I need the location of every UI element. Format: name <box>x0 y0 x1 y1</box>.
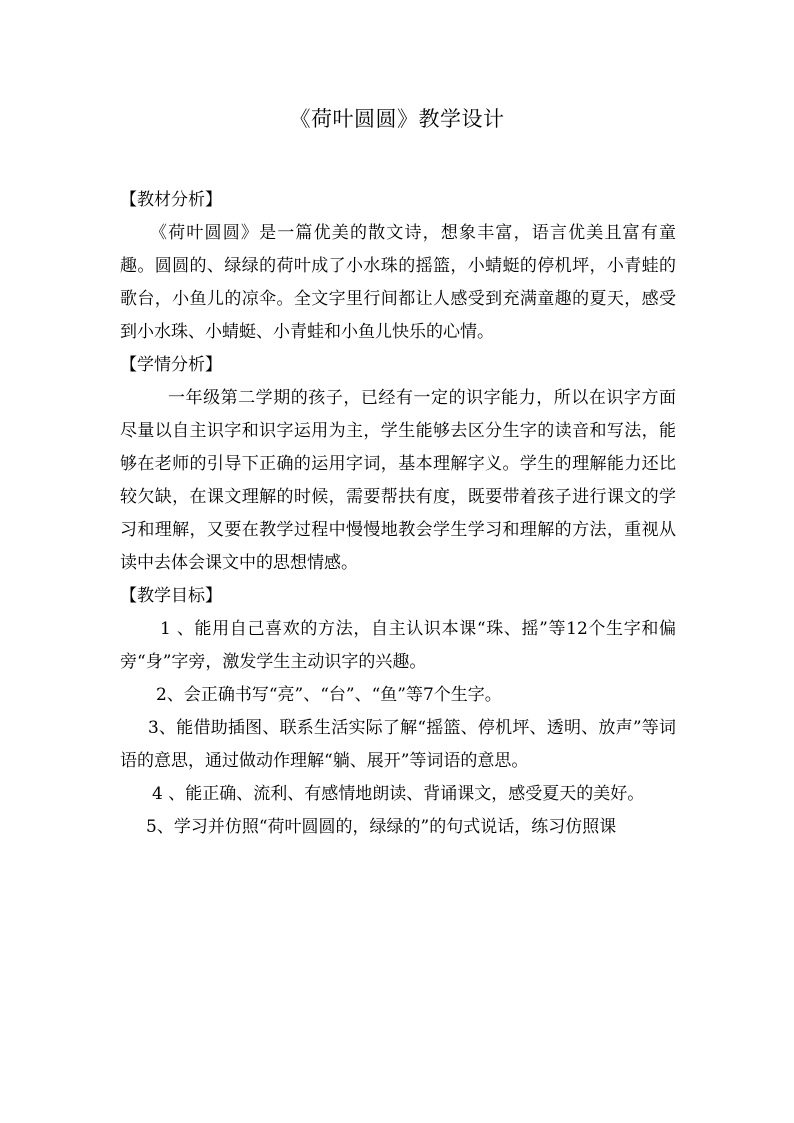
learner-analysis-paragraph: 一年级第二学期的孩子，已经有一定的识字能力，所以在识字方面尽量以自主识字和识字运用为主，学生能够去区分生字的读音和写法，能够在老师的引导下正确的运用字词，基本理解字义。学生的理解能力还比较欠缺，在课文理解的时候，需要帮扶有度，既要带着孩子进行课文的学习和理解，又要在教学过程中慢慢地教会学生学习和理解的方法，重视从读中去体会课文中的思想情感。 <box>120 388 676 573</box>
teaching-goal-item: 1 、能用自己喜欢的方法，自主认识本课“珠、摇”等12个生字和偏旁“身”字旁，激发学生主动识字的兴趣。 <box>120 619 676 672</box>
teaching-goal-item: 4 、能正确、流利、有感情地朗读、背诵课文，感受夏天的美好。 <box>152 784 645 804</box>
teaching-goal-item: 2、会正确书写“亮”、“台”、“鱼”等7个生字。 <box>156 685 502 705</box>
textbook-analysis-paragraph: 《荷叶圆圆》是一篇优美的散文诗，想象丰富，语言优美且富有童趣。圆圆的、绿绿的荷叶成了小水珠的摇篮，小蜻蜓的停机坪，小青蛙的歌台，小鱼儿的凉伞。全文字里行间都让人感受到充满童趣的夏天，感受到小水珠、小蜻蜓、小青蛙和小鱼儿快乐的心情。 <box>120 223 676 342</box>
teaching-goal-item: 3、能借助插图、联系生活实际了解“摇篮、停机坪、透明、放声”等词语的意思，通过做动作理解“躺、展开”等词语的意思。 <box>120 718 676 771</box>
section-heading-teaching-goals: 【教学目标】 <box>120 586 222 606</box>
section-heading-textbook-analysis: 【教材分析】 <box>120 190 222 210</box>
document-body <box>120 184 676 844</box>
teaching-goal-item: 5、学习并仿照“荷叶圆圆的，绿绿的”的句式说话，练习仿照课 <box>146 817 617 837</box>
document-title: 《荷叶圆圆》教学设计 <box>289 107 505 131</box>
section-heading-learner-analysis: 【学情分析】 <box>120 355 222 375</box>
